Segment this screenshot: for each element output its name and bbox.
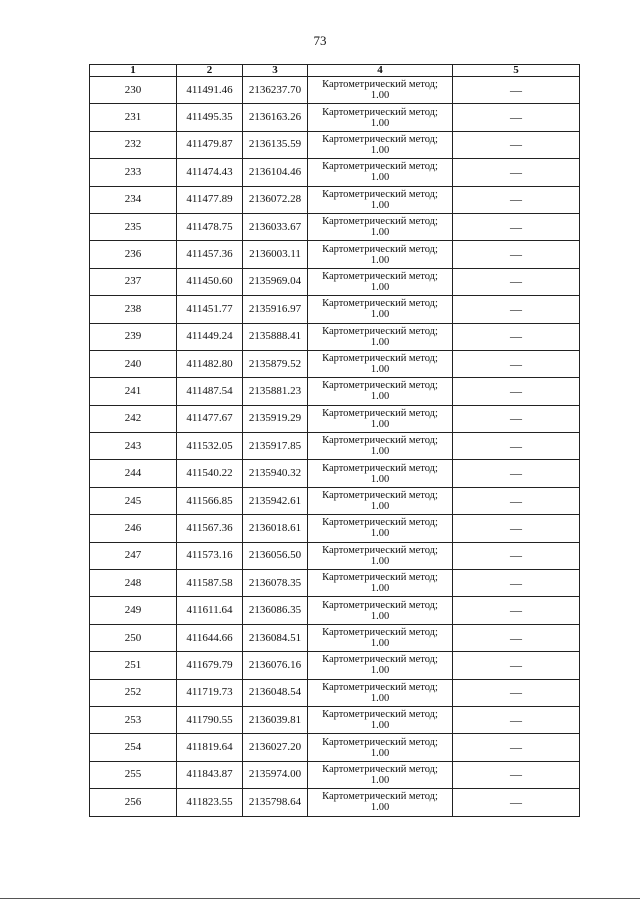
point-number-cell: 256 [90,789,177,816]
y-coordinate-cell: 2135919.29 [243,405,308,432]
accuracy-value: 1.00 [370,638,390,649]
accuracy-value: 1.00 [370,254,390,266]
point-number-cell: 240 [90,350,177,377]
method-text: Картометрический метод; [322,517,438,529]
note-cell: — [453,159,580,186]
table-row [90,405,580,432]
x-coordinate-cell: 411450.60 [177,268,243,295]
method-text: Картометрический метод; [322,544,438,556]
method-text: Картометрический метод; [322,79,438,91]
column-header: 2 [177,65,243,77]
method-text: Картометрический метод; [322,216,438,228]
method-text: Картометрический метод; [322,298,438,310]
x-coordinate-cell: 411540.22 [177,460,243,487]
method-cell [308,734,453,761]
table-row [90,597,580,624]
accuracy-value: 1.00 [370,172,390,184]
y-coordinate-cell: 2136078.35 [243,570,308,597]
method-cell [308,706,453,733]
x-coordinate-cell: 411573.16 [177,542,243,569]
method-cell [308,515,453,542]
y-coordinate-cell: 2135969.04 [243,268,308,295]
y-coordinate-cell: 2136003.11 [243,241,308,268]
method-text: Картометрический метод; [322,572,438,584]
table-row [90,487,580,514]
table-row [90,77,580,104]
accuracy-value: 1.00 [370,144,390,156]
method-text: Картометрический метод; [322,270,438,282]
y-coordinate-cell: 2136104.46 [243,159,308,186]
point-number-cell: 241 [90,378,177,405]
table-row [90,652,580,679]
x-coordinate-cell: 411790.55 [177,706,243,733]
table-row [90,624,580,651]
y-coordinate-cell: 2135888.41 [243,323,308,350]
method-cell [308,186,453,213]
method-cell [308,679,453,706]
point-number-cell: 234 [90,186,177,213]
x-coordinate-cell: 411477.89 [177,186,243,213]
table-row [90,542,580,569]
table-header-row [90,65,580,77]
x-coordinate-cell: 411644.66 [177,624,243,651]
method-cell [308,159,453,186]
method-cell [308,77,453,104]
method-cell [308,323,453,350]
table-row [90,706,580,733]
point-number-cell: 254 [90,734,177,761]
y-coordinate-cell: 2136237.70 [243,77,308,104]
point-number-cell: 230 [90,77,177,104]
table-row [90,268,580,295]
method-cell [308,487,453,514]
table-row [90,296,580,323]
method-text: Картометрический метод; [322,106,438,118]
method-cell [308,296,453,323]
accuracy-value: 1.00 [370,610,390,622]
note-cell: — [453,433,580,460]
point-number-cell: 248 [90,570,177,597]
accuracy-value: 1.00 [370,528,390,540]
accuracy-value: 1.00 [370,309,390,321]
method-text: Картометрический метод; [322,490,438,502]
point-number-cell: 235 [90,213,177,240]
point-number-cell: 245 [90,487,177,514]
y-coordinate-cell: 2136084.51 [243,624,308,651]
x-coordinate-cell: 411482.80 [177,350,243,377]
table-row [90,515,580,542]
y-coordinate-cell: 2135879.52 [243,350,308,377]
point-number-cell: 232 [90,131,177,158]
point-number-cell: 250 [90,624,177,651]
method-text: Картометрический метод; [322,325,438,337]
note-cell: — [453,405,580,432]
note-cell: — [453,679,580,706]
y-coordinate-cell: 2136056.50 [243,542,308,569]
y-coordinate-cell: 2136163.26 [243,104,308,131]
note-cell: — [453,570,580,597]
method-cell [308,350,453,377]
column-header: 4 [308,65,453,77]
accuracy-value: 1.00 [370,665,390,677]
table-row [90,734,580,761]
x-coordinate-cell: 411449.24 [177,323,243,350]
table-row [90,186,580,213]
note-cell: — [453,104,580,131]
y-coordinate-cell: 2135974.00 [243,761,308,788]
y-coordinate-cell: 2136027.20 [243,734,308,761]
x-coordinate-cell: 411474.43 [177,159,243,186]
method-cell [308,542,453,569]
method-text: Картометрический метод; [322,161,438,173]
note-cell: — [453,296,580,323]
method-text: Картометрический метод; [322,736,438,748]
accuracy-value: 1.00 [370,501,390,513]
x-coordinate-cell: 411491.46 [177,77,243,104]
method-cell [308,460,453,487]
y-coordinate-cell: 2136018.61 [243,515,308,542]
method-text: Картометрический метод; [322,133,438,145]
note-cell: — [453,268,580,295]
note-cell: — [453,789,580,816]
column-header: 3 [243,65,308,77]
y-coordinate-cell: 2136135.59 [243,131,308,158]
accuracy-value: 1.00 [370,418,390,430]
note-cell: — [453,323,580,350]
accuracy-value: 1.00 [370,720,390,732]
note-cell: — [453,542,580,569]
note-cell: — [453,378,580,405]
table-row [90,350,580,377]
point-number-cell: 244 [90,460,177,487]
table-row [90,433,580,460]
table-row [90,104,580,131]
method-text: Картометрический метод; [322,188,438,200]
y-coordinate-cell: 2136033.67 [243,213,308,240]
method-cell [308,104,453,131]
y-coordinate-cell: 2136048.54 [243,679,308,706]
x-coordinate-cell: 411843.87 [177,761,243,788]
accuracy-value: 1.00 [370,747,390,759]
point-number-cell: 255 [90,761,177,788]
accuracy-value: 1.00 [370,391,390,403]
y-coordinate-cell: 2135798.64 [243,789,308,816]
table-row [90,131,580,158]
x-coordinate-cell: 411451.77 [177,296,243,323]
y-coordinate-cell: 2136039.81 [243,706,308,733]
method-text: Картометрический метод; [322,791,438,803]
coordinates-table [89,64,580,817]
note-cell: — [453,761,580,788]
accuracy-value: 1.00 [370,692,390,704]
method-text: Картометрический метод; [322,681,438,693]
method-text: Картометрический метод; [322,763,438,775]
accuracy-value: 1.00 [370,802,390,814]
note-cell: — [453,350,580,377]
x-coordinate-cell: 411487.54 [177,378,243,405]
y-coordinate-cell: 2135942.61 [243,487,308,514]
accuracy-value: 1.00 [370,281,390,293]
x-coordinate-cell: 411532.05 [177,433,243,460]
x-coordinate-cell: 411823.55 [177,789,243,816]
table-body [90,77,580,817]
method-text: Картометрический метод; [322,243,438,255]
method-text: Картометрический метод; [322,599,438,611]
point-number-cell: 242 [90,405,177,432]
method-text: Картометрический метод; [322,380,438,392]
note-cell: — [453,706,580,733]
point-number-cell: 253 [90,706,177,733]
y-coordinate-cell: 2136086.35 [243,597,308,624]
point-number-cell: 252 [90,679,177,706]
method-text: Картометрический метод; [322,435,438,447]
table-row [90,761,580,788]
x-coordinate-cell: 411477.67 [177,405,243,432]
column-header: 1 [90,65,177,77]
method-cell [308,652,453,679]
x-coordinate-cell: 411611.64 [177,597,243,624]
note-cell: — [453,734,580,761]
point-number-cell: 247 [90,542,177,569]
note-cell: — [453,186,580,213]
method-cell [308,378,453,405]
y-coordinate-cell: 2136072.28 [243,186,308,213]
method-cell [308,405,453,432]
point-number-cell: 236 [90,241,177,268]
point-number-cell: 233 [90,159,177,186]
point-number-cell: 231 [90,104,177,131]
x-coordinate-cell: 411479.87 [177,131,243,158]
point-number-cell: 249 [90,597,177,624]
y-coordinate-cell: 2136076.16 [243,652,308,679]
point-number-cell: 239 [90,323,177,350]
accuracy-value: 1.00 [370,117,390,129]
accuracy-value: 1.00 [370,90,390,102]
table-row [90,241,580,268]
method-cell [308,789,453,816]
method-text: Картометрический метод; [322,654,438,666]
y-coordinate-cell: 2135917.85 [243,433,308,460]
method-text: Картометрический метод; [322,353,438,365]
accuracy-value: 1.00 [370,774,390,786]
accuracy-value: 1.00 [370,199,390,211]
table-row [90,789,580,816]
note-cell: — [453,624,580,651]
note-cell: — [453,241,580,268]
y-coordinate-cell: 2135940.32 [243,460,308,487]
method-text: Картометрический метод; [322,407,438,419]
table-row [90,378,580,405]
method-cell [308,131,453,158]
accuracy-value: 1.00 [370,227,390,239]
accuracy-value: 1.00 [370,473,390,485]
table-row [90,323,580,350]
point-number-cell: 238 [90,296,177,323]
x-coordinate-cell: 411457.36 [177,241,243,268]
note-cell: — [453,597,580,624]
column-header: 5 [453,65,580,77]
method-text: Картометрический метод; [322,709,438,721]
method-cell [308,213,453,240]
y-coordinate-cell: 2135916.97 [243,296,308,323]
point-number-cell: 243 [90,433,177,460]
method-text: Картометрический метод; [322,627,438,638]
method-cell [308,268,453,295]
note-cell: — [453,515,580,542]
page-bottom-edge [0,898,640,899]
method-cell [308,597,453,624]
x-coordinate-cell: 411567.36 [177,515,243,542]
method-cell [308,241,453,268]
note-cell: — [453,652,580,679]
note-cell: — [453,213,580,240]
point-number-cell: 251 [90,652,177,679]
point-number-cell: 246 [90,515,177,542]
method-cell [308,761,453,788]
method-cell [308,570,453,597]
accuracy-value: 1.00 [370,336,390,348]
accuracy-value: 1.00 [370,583,390,595]
method-cell [308,624,453,651]
note-cell: — [453,131,580,158]
method-cell [308,433,453,460]
page-number: 73 [313,33,327,48]
note-cell: — [453,77,580,104]
table-row [90,570,580,597]
note-cell: — [453,460,580,487]
x-coordinate-cell: 411719.73 [177,679,243,706]
note-cell: — [453,487,580,514]
table-row [90,213,580,240]
x-coordinate-cell: 411679.79 [177,652,243,679]
table-row [90,460,580,487]
x-coordinate-cell: 411478.75 [177,213,243,240]
point-number-cell: 237 [90,268,177,295]
table-row [90,679,580,706]
x-coordinate-cell: 411566.85 [177,487,243,514]
x-coordinate-cell: 411819.64 [177,734,243,761]
accuracy-value: 1.00 [370,446,390,458]
y-coordinate-cell: 2135881.23 [243,378,308,405]
method-text: Картометрический метод; [322,462,438,474]
accuracy-value: 1.00 [370,364,390,376]
accuracy-value: 1.00 [370,555,390,567]
x-coordinate-cell: 411495.35 [177,104,243,131]
table-row [90,159,580,186]
x-coordinate-cell: 411587.58 [177,570,243,597]
